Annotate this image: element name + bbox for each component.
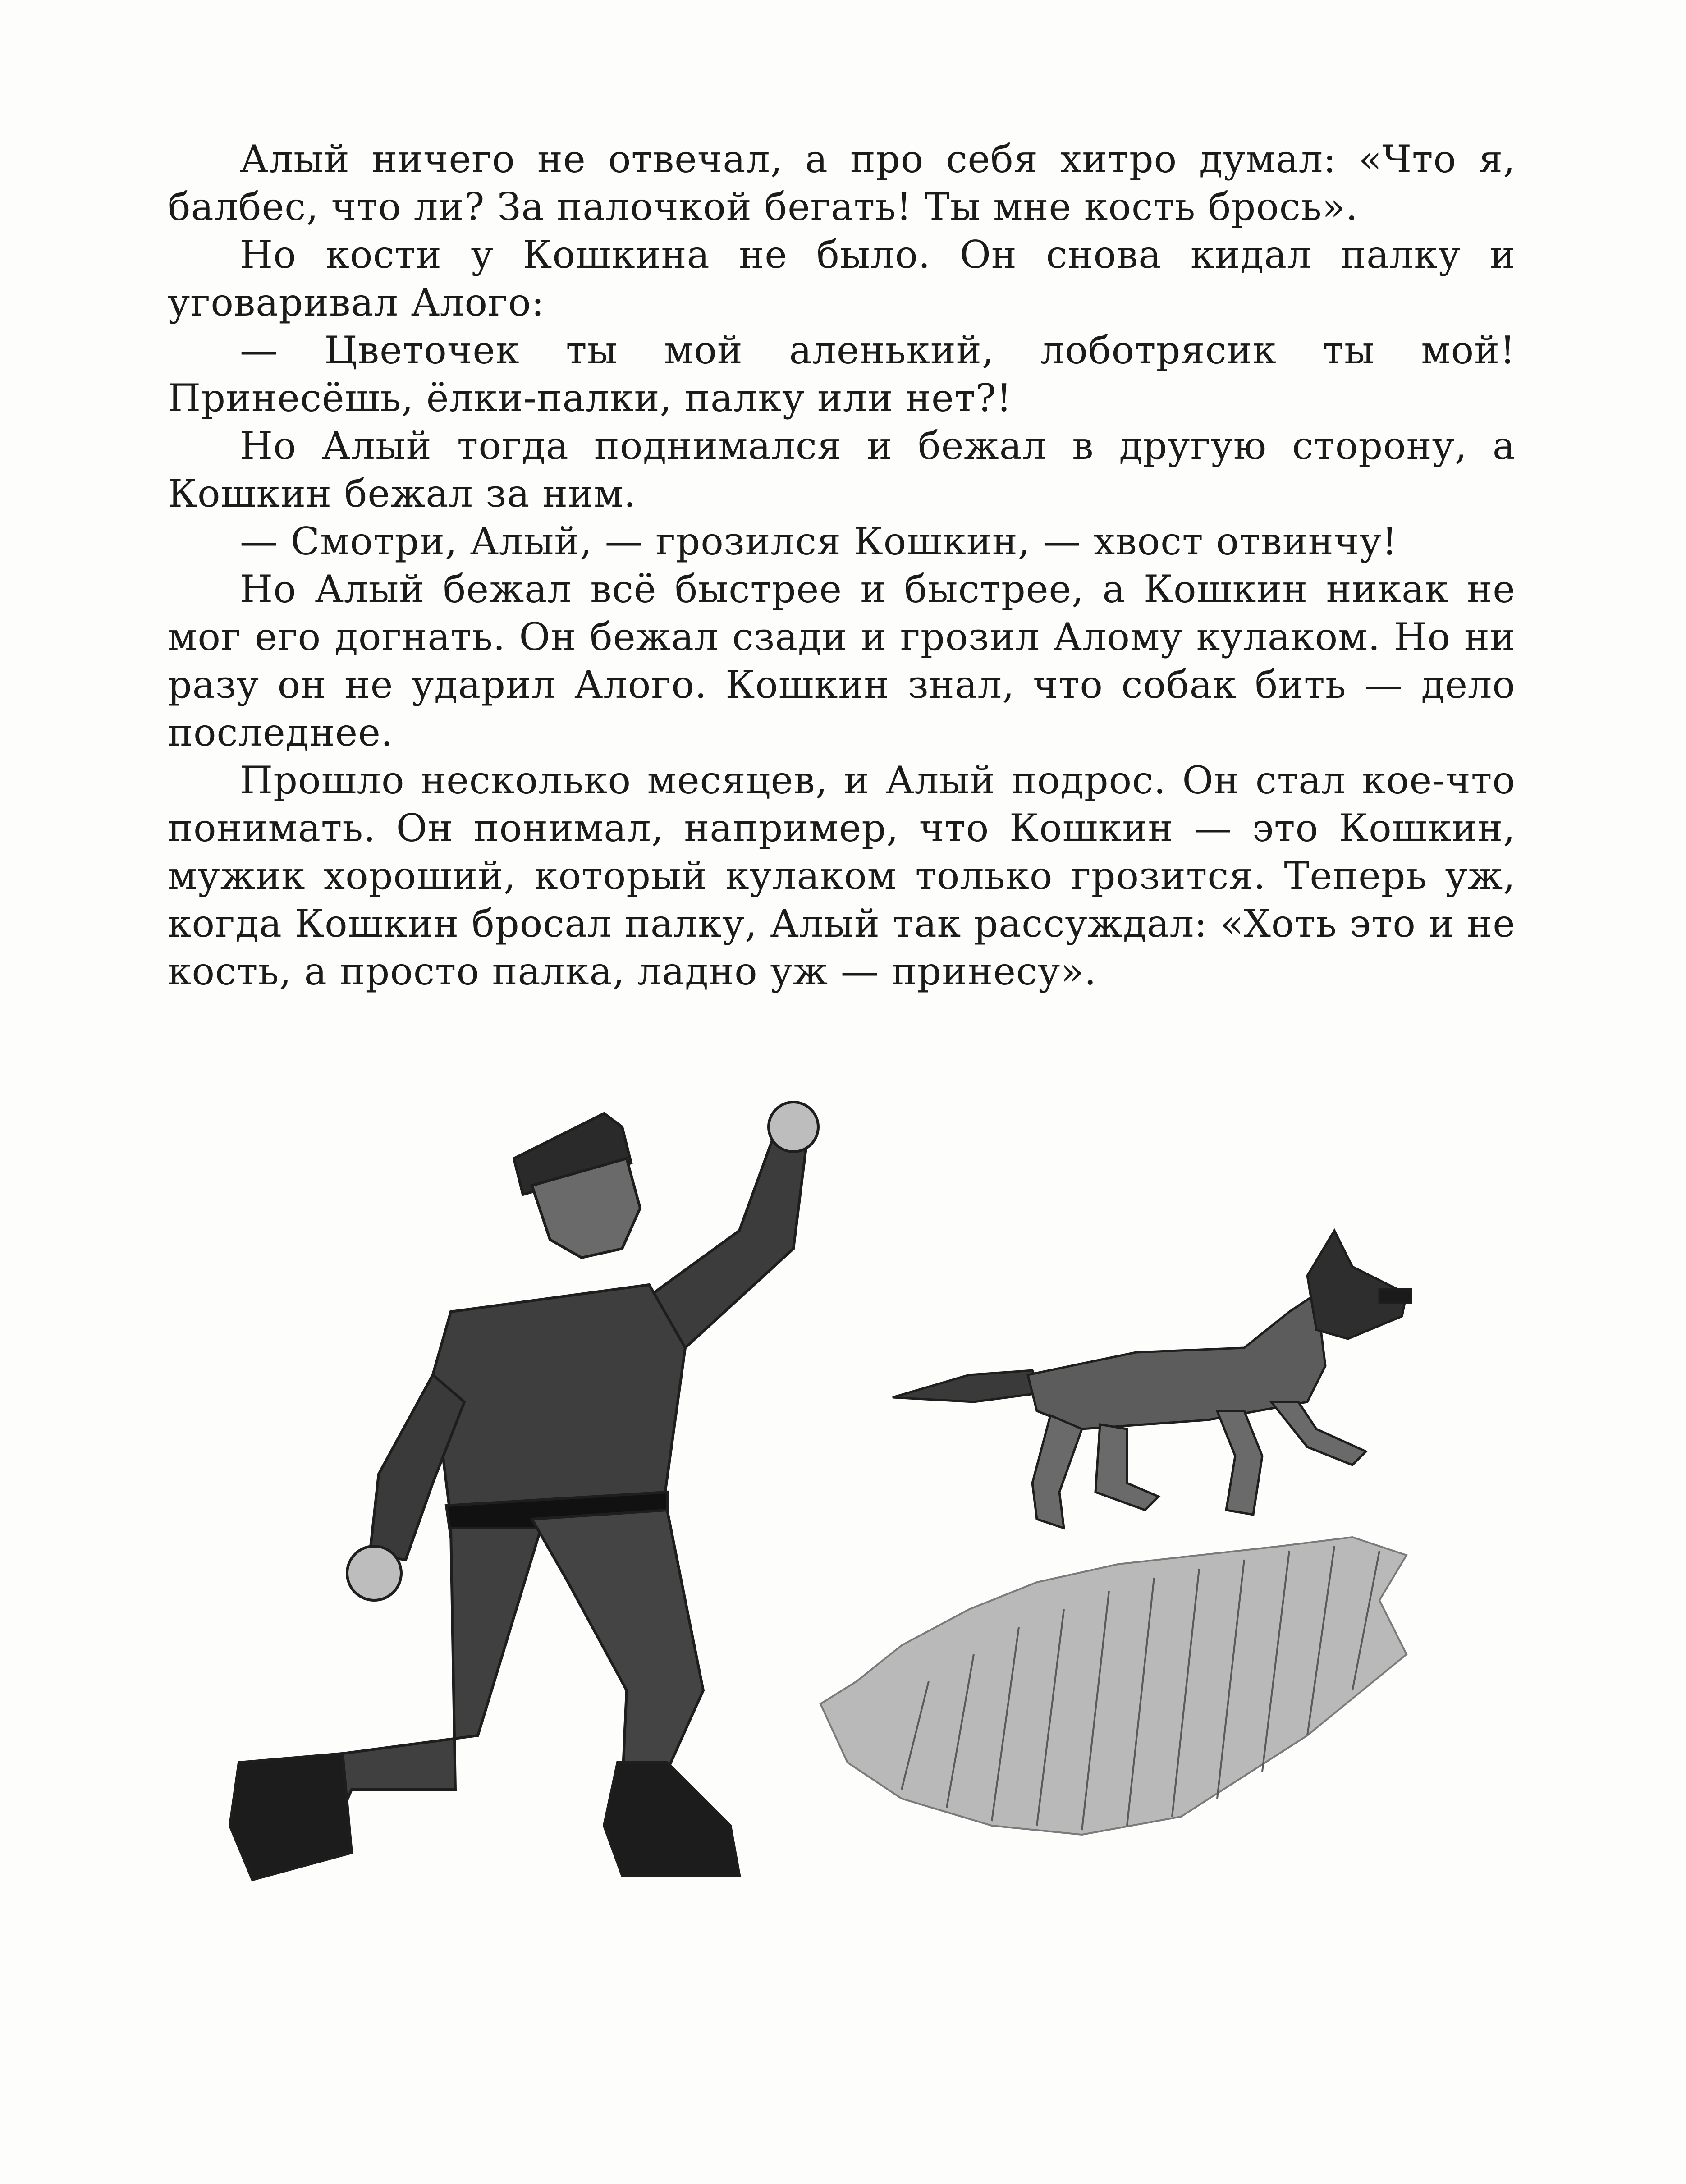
paragraph-7: Прошло несколько месяцев, и Алый подрос. Он стал кое-что понимать. Он понимал, например, что Кошкин — это Кошкин, мужик хороший, который кулаком только грозится. Теперь уж, когда Кошкин бросал палку, Алый так рассуждал: «Хоть это и не кость, а просто палка, ладно уж — принесу». — [168, 758, 1516, 994]
running-man-figure — [230, 1102, 818, 1880]
paragraph-4: Но Алый тогда поднимался и бежал в другую сторону, а Кошкин бежал за ним. — [168, 424, 1516, 516]
paragraph-3: — Цветочек ты мой аленький, лоботрясик ты мой! Принесёшь, ёлки-палки, палку или нет?! — [168, 328, 1516, 420]
paragraph-6: Но Алый бежал всё быстрее и быстрее, а Кошкин никак не мог его догнать. Он бежал сзади и грозил Алому кулаком. Но ни разу он не ударил Алого. Кошкин знал, что собак бить — дело последнее. — [168, 567, 1516, 755]
grass-patch — [820, 1537, 1407, 1835]
paragraph-5: — Смотри, Алый, — грозился Кошкин, — хвост отвинчу! — [240, 519, 1398, 563]
paragraph-2: Но кости у Кошкина не было. Он снова кидал палку и уговаривал Алого: — [168, 233, 1516, 325]
illustration — [0, 1059, 1686, 2141]
paragraph-1: Алый ничего не отвечал, а про себя хитро думал: «Что я, балбес, что ли? За палочкой бегать! Ты мне кость брось». — [168, 137, 1516, 229]
story-text — [168, 135, 1516, 995]
dog-figure — [893, 1231, 1411, 1528]
